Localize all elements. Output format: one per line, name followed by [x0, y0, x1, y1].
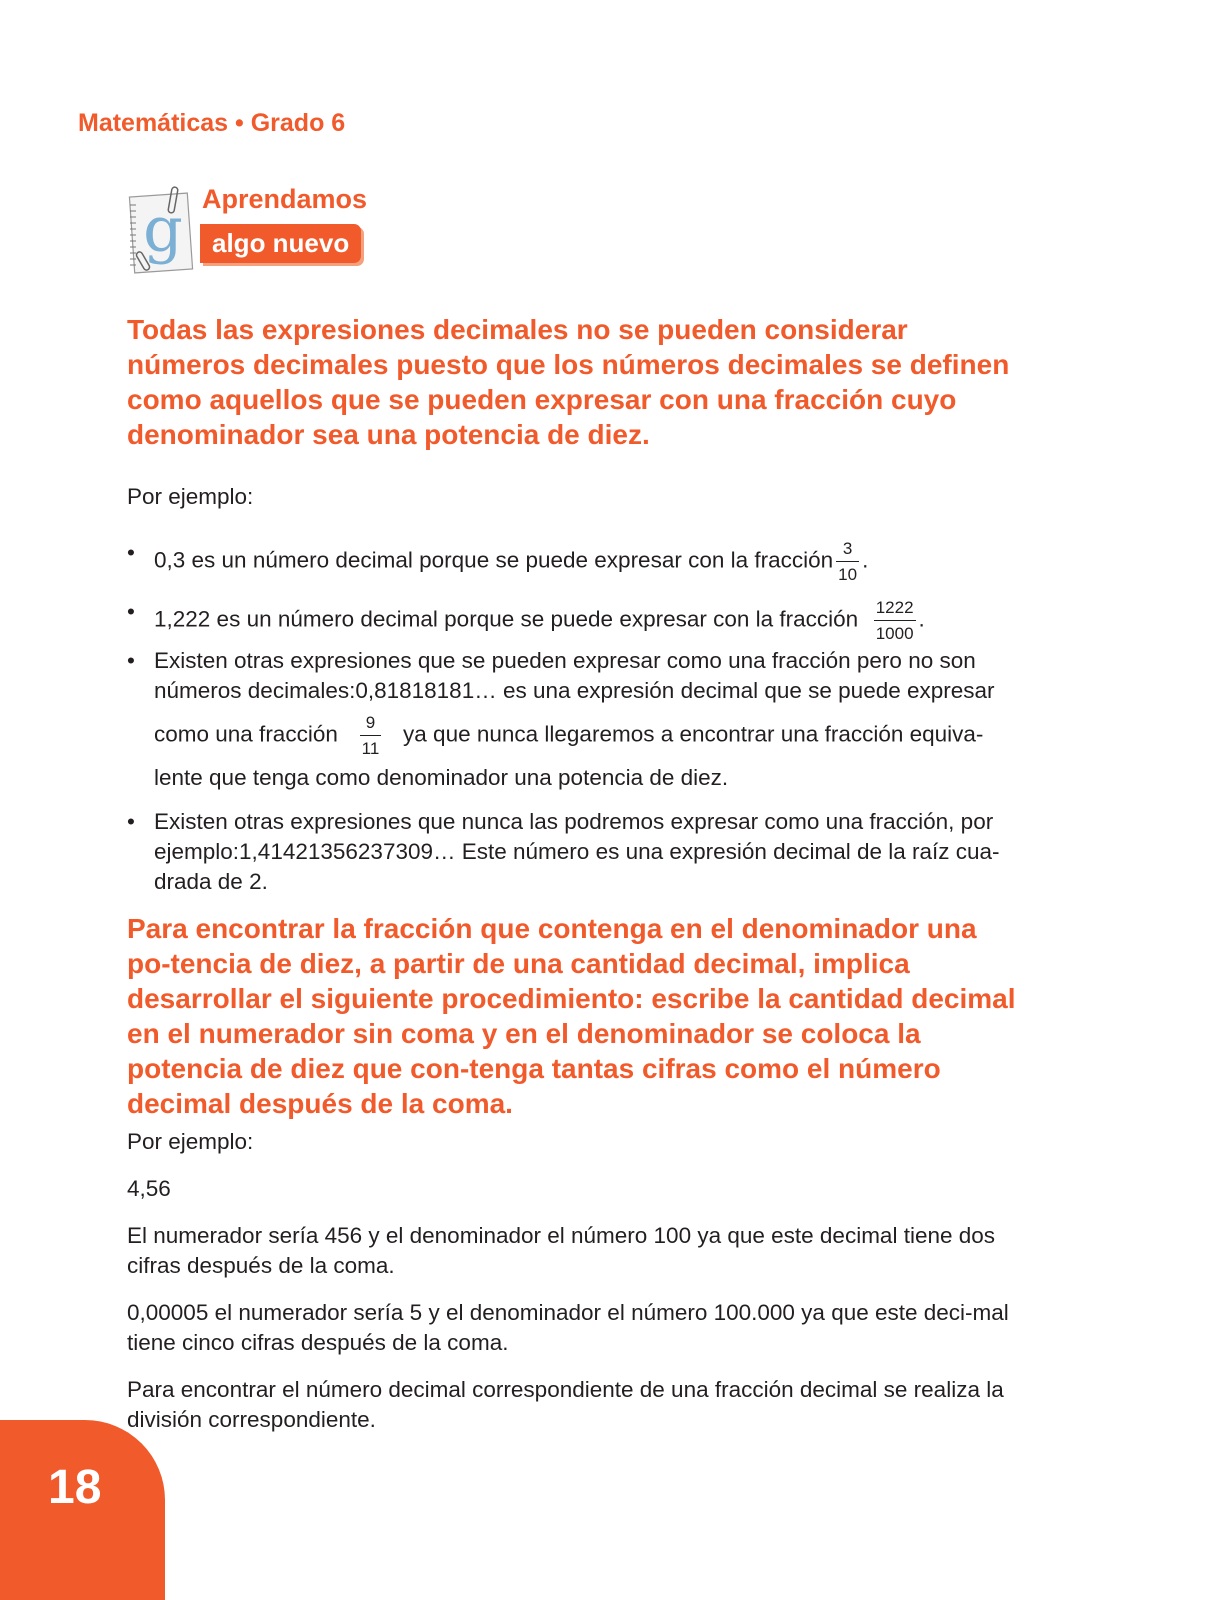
fraction-denominator: 1000: [875, 624, 914, 643]
fraction-numerator: 3: [836, 538, 859, 562]
fraction-numerator: 1222: [874, 597, 916, 621]
bullet-marker: •: [127, 809, 135, 834]
fraction: [836, 538, 859, 585]
section-title: Aprendamos: [202, 184, 368, 214]
notebook-letter-g-icon: [126, 185, 194, 275]
list-item-text: como una fracción: [154, 721, 338, 747]
list-item: [127, 807, 1022, 897]
example-label: Por ejemplo:: [127, 1129, 254, 1154]
list-item-text: ya que nunca llegaremos a encontrar una fracción equiva-: [403, 721, 984, 747]
list-item-text: Existen otras expresiones que se pueden expresar como una fracción pero no son números decimales:0,81818181… es una expresión decimal que se puede expresar: [154, 648, 995, 703]
explanation-paragraph: Para encontrar el número decimal correspondiente de una fracción decimal se realiza la división correspondiente.: [127, 1377, 1004, 1432]
intro-text-part2: se definen como aquellos que se pueden expresar con una fracción cuyo denominador sea una potencia de diez.: [127, 349, 1010, 450]
bullet-marker: •: [127, 599, 135, 624]
page-number: 18: [48, 1461, 102, 1514]
bullet-list: [127, 538, 1022, 897]
list-item-fraction-line: [154, 712, 983, 759]
list-item-period: .: [918, 606, 925, 632]
fraction: [360, 712, 382, 759]
intro-definition: [127, 312, 1022, 452]
intro-text-part1: Todas las expresiones decimales no se pueden considerar números decimales puesto que: [127, 314, 908, 380]
explanation-paragraph: 0,00005 el numerador sería 5 y el denominador el número 100.000 ya que este deci-mal tiene cinco cifras después de la coma.: [127, 1300, 1009, 1355]
bullet-marker: •: [127, 540, 135, 565]
example-label: Por ejemplo:: [127, 484, 254, 509]
list-item-text: 1,222 es un número decimal porque se puede expresar con la fracción: [154, 606, 859, 632]
list-item: [127, 538, 1022, 585]
bullet-marker: •: [127, 648, 135, 673]
list-item: [127, 646, 1022, 793]
explanation-paragraph: El numerador sería 456 y el denominador el número 100 ya que este decimal tiene dos cifras después de la coma.: [127, 1223, 996, 1278]
intro-bold-term: los números decimales: [553, 349, 864, 380]
svg-text:g: g: [143, 193, 183, 266]
example-value: 4,56: [127, 1176, 171, 1201]
running-head: Matemáticas • Grado 6: [78, 109, 346, 137]
list-item-period: .: [862, 547, 869, 573]
fraction-numerator: 9: [360, 712, 382, 736]
section-badge: [126, 180, 386, 280]
list-item-text: Existen otras expresiones que nunca las podremos expresar como una fracción, por ejemplo:1,41421356237309… Este número es una expresión decimal de la raíz cua-drada de 2.: [154, 809, 1000, 894]
fraction-denominator: 10: [838, 565, 858, 584]
fraction: [874, 597, 916, 644]
list-item-text: lente que tenga como denominador una potencia de diez.: [154, 765, 729, 790]
list-item: [127, 597, 1022, 644]
section-subtitle: algo nuevo: [200, 224, 361, 263]
page-content: [127, 312, 1022, 1435]
fraction-denominator: 11: [361, 739, 380, 758]
procedure-text: Para encontrar la fracción que contenga en el denominador una po-tencia de diez, a partir de una cantidad decimal, implica desarrollar el siguiente procedimiento: escribe la cantidad decimal en el numerador sin coma y en el denominador se coloca la potencia de diez que con-tenga tantas cifras como el número decimal después de la coma.: [127, 913, 1016, 1119]
list-item-text: 0,3 es un número decimal porque se puede expresar con la fracción: [154, 547, 834, 573]
